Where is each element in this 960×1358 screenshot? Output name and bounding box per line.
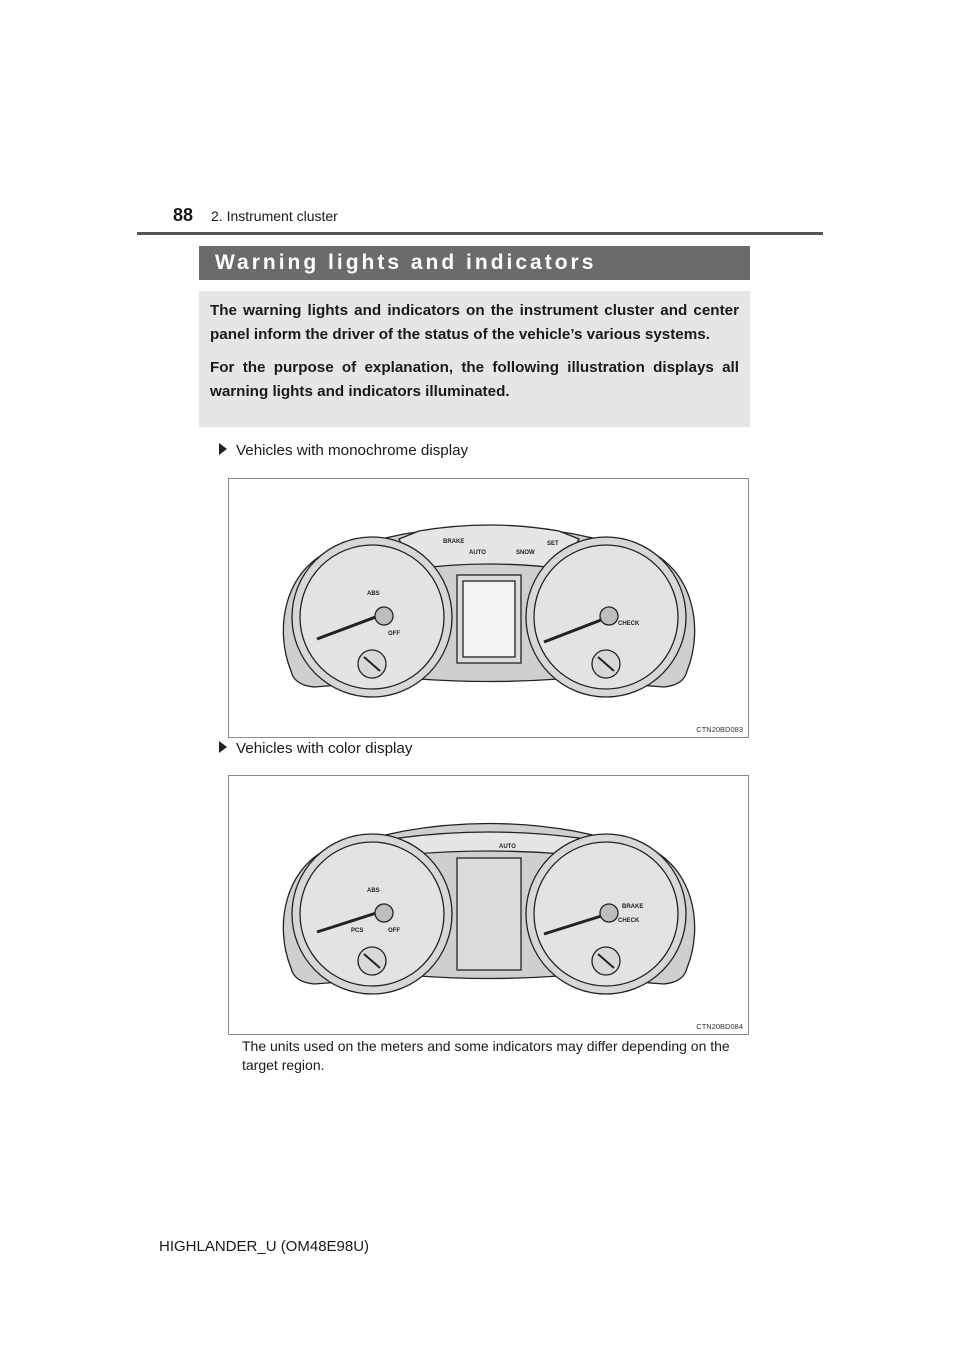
page-number: 88 [173,205,194,225]
figure-monochrome [228,478,749,738]
figure-caption [219,740,412,757]
intro-paragraph: The warning lights and indicators on the instrument cluster and center panel inform the driver of the status of the vehicle’s various systems. [210,302,739,343]
indicator-label: PCS [351,928,364,934]
indicator-label: AUTO [499,844,516,850]
footer-model-code: HIGHLANDER_U (OM48E98U) [159,1238,370,1255]
arrow-bullet-icon [219,741,227,753]
figure-caption-text: Vehicles with color display [236,740,413,757]
figure-caption-text: Vehicles with monochrome display [236,442,469,459]
header-rule [137,232,823,235]
indicator-label: OFF [388,928,400,934]
instrument-cluster-illustration [229,776,750,1036]
intro-box [199,291,750,427]
intro-paragraph: For the purpose of explanation, the following illustration displays all warning lights and indicators illuminated. [210,359,739,400]
figure-caption [219,442,468,459]
indicator-label: SET [547,541,559,547]
indicator-label: ABS [367,888,380,894]
figure-color [228,775,749,1035]
indicator-label: CHECK [618,621,640,627]
indicator-label: BRAKE [622,904,644,910]
figure-code: CTN20BD083 [696,725,743,734]
figure-code: CTN20BD084 [696,1022,743,1031]
instrument-cluster-illustration [229,479,750,739]
running-head: 2. Instrument cluster [211,208,338,224]
indicator-label: CHECK [618,918,640,924]
arrow-bullet-icon [219,443,227,455]
indicator-label: AUTO [469,550,486,556]
note-text: The units used on the meters and some indicators may differ depending on the target region. [242,1038,730,1073]
indicator-label: SNOW [516,550,535,556]
indicator-label: ABS [367,591,380,597]
indicator-label: BRAKE [443,539,465,545]
section-title: Warning lights and indicators [199,246,750,280]
indicator-label: OFF [388,631,400,637]
